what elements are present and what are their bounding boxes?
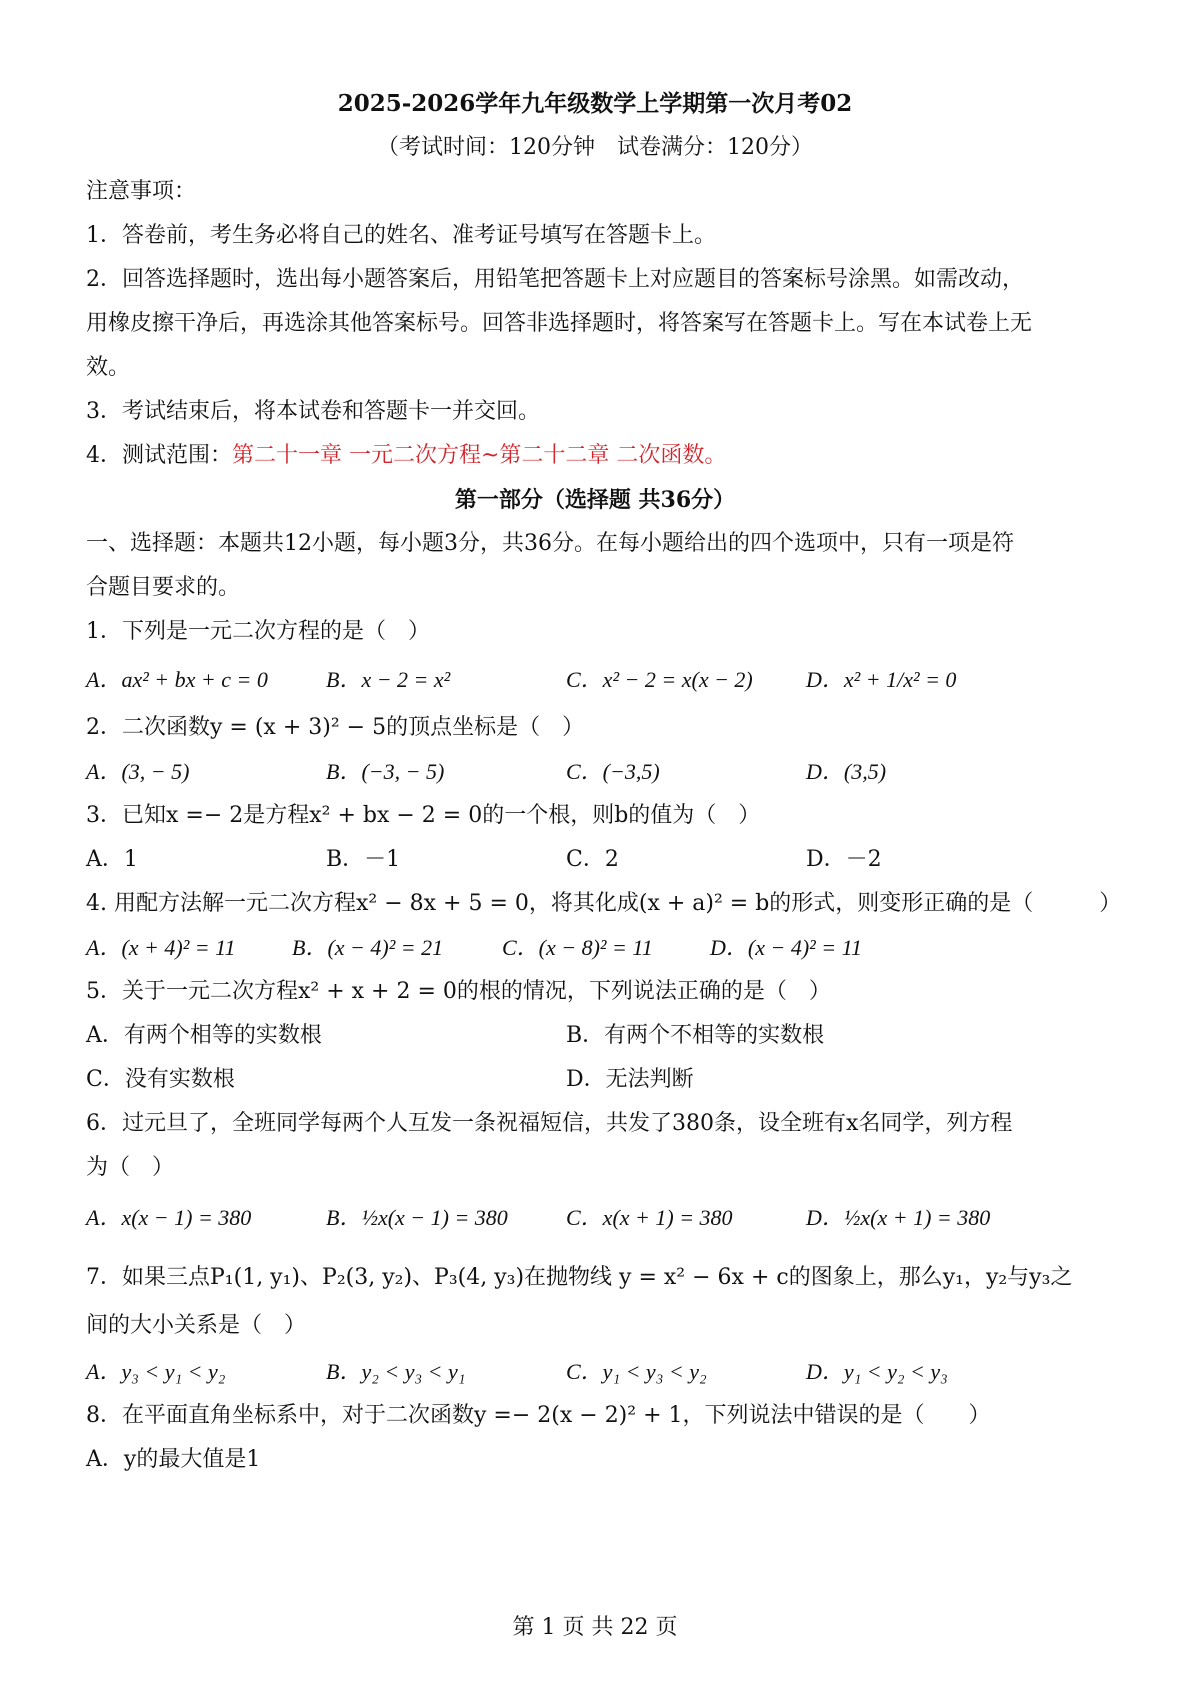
notes-heading: 注意事项：: [86, 179, 197, 204]
q5-option-d: D．无法判断: [566, 1067, 694, 1092]
q6-option-c: C．x(x + 1) = 380: [566, 1205, 733, 1230]
note-1: 1．答卷前，考生务必将自己的姓名、准考证号填写在答题卡上。: [86, 223, 716, 248]
q1-option-a: A．ax² + bx + c = 0: [86, 667, 268, 692]
question-7: 7．如果三点P₁(1, y₁)、P₂(3, y₂)、P₃(4, y₃)在抛物线 y = x² − 6x + c的图象上，那么y₁，y₂与y₃之: [86, 1265, 1073, 1290]
q4-option-b: B．(x − 4)² = 21: [292, 935, 444, 960]
question-7-cont: 间的大小关系是（ ）: [86, 1313, 307, 1338]
q1-option-c: C．x² − 2 = x(x − 2): [566, 667, 753, 692]
q1-option-b: B．x − 2 = x²: [326, 667, 451, 692]
note-2-cont: 用橡皮擦干净后，再选涂其他答案标号。回答非选择题时，将答案写在答题卡上。写在本试卷上无: [86, 311, 1033, 336]
question-4: 4. 用配方法解一元二次方程x² − 8x + 5 = 0，将其化成(x + a)² = b的形式，则变形正确的是（ ）: [86, 891, 1122, 916]
q1-option-d: D．x² + 1/x² = 0: [806, 667, 957, 692]
q7-option-d: D．y₁ < y₂ < y₃: [806, 1359, 948, 1384]
page-footer: 第 1 页 共 22 页: [512, 1615, 678, 1640]
q2-option-c: C．(−3,5): [566, 759, 660, 784]
note-2-end: 效。: [86, 355, 131, 380]
section1-instruction-cont: 合题目要求的。: [86, 575, 241, 600]
q4-option-d: D．(x − 4)² = 11: [710, 935, 862, 960]
q7-option-a: A．y₃ < y₁ < y₂: [86, 1359, 226, 1384]
q7-option-c: C．y₁ < y₃ < y₂: [566, 1359, 707, 1384]
q8-option-a: A．y的最大值是1: [86, 1447, 261, 1472]
q4-option-a: A．(x + 4)² = 11: [86, 935, 236, 960]
q2-option-a: A．(3, − 5): [86, 759, 190, 784]
q3-option-b: B．－1: [326, 847, 401, 872]
question-2: 2．二次函数y = (x + 3)² − 5的顶点坐标是（ ）: [86, 715, 585, 740]
q7-option-b: B．y₂ < y₃ < y₁: [326, 1359, 466, 1384]
q6-option-a: A．x(x − 1) = 380: [86, 1205, 252, 1230]
q4-option-c: C．(x − 8)² = 11: [502, 935, 653, 960]
note-2: 2．回答选择题时，选出每小题答案后，用铅笔把答题卡上对应题目的答案标号涂黑。如需改动，: [86, 267, 1025, 292]
note-3: 3．考试结束后，将本试卷和答题卡一并交回。: [86, 399, 540, 424]
q5-option-a: A．有两个相等的实数根: [86, 1023, 322, 1048]
question-3: 3．已知x =− 2是方程x² + bx − 2 = 0的一个根，则b的值为（ ）: [86, 803, 761, 828]
question-5: 5．关于一元二次方程x² + x + 2 = 0的根的情况，下列说法正确的是（ ）: [86, 979, 831, 1004]
q2-option-b: B．(−3, − 5): [326, 759, 445, 784]
q6-option-d: D．½x(x + 1) = 380: [806, 1205, 991, 1230]
question-6-cont: 为（ ）: [86, 1155, 175, 1180]
question-6: 6．过元旦了，全班同学每两个人互发一条祝福短信，共发了380条，设全班有x名同学，列方程: [86, 1111, 1013, 1136]
note-4: [86, 440, 726, 472]
page-title: 2025-2026学年九年级数学上学期第一次月考02: [337, 90, 853, 117]
note-4-prefix: 4．测试范围：: [86, 443, 232, 468]
part1-heading: 第一部分（选择题 共36分）: [454, 487, 736, 513]
page-subtitle: （考试时间：120分钟 试卷满分：120分）: [377, 135, 813, 160]
question-8: 8．在平面直角坐标系中，对于二次函数y =− 2(x − 2)² + 1，下列说法中错误的是（ ）: [86, 1403, 991, 1428]
question-1: 1．下列是一元二次方程的是（ ）: [86, 619, 430, 644]
q5-option-b: B．有两个不相等的实数根: [566, 1023, 825, 1048]
test-scope: 第二十一章 一元二次方程~第二十二章 二次函数。: [232, 443, 727, 468]
q3-option-a: A．1: [86, 847, 138, 872]
q2-option-d: D．(3,5): [806, 759, 887, 784]
q5-option-c: C．没有实数根: [86, 1067, 235, 1092]
q3-option-d: D．－2: [806, 847, 882, 872]
section1-instruction: 一、选择题：本题共12小题，每小题3分，共36分。在每小题给出的四个选项中，只有一项是符: [86, 531, 1014, 556]
q3-option-c: C．2: [566, 847, 619, 872]
q6-option-b: B．½x(x − 1) = 380: [326, 1205, 508, 1230]
